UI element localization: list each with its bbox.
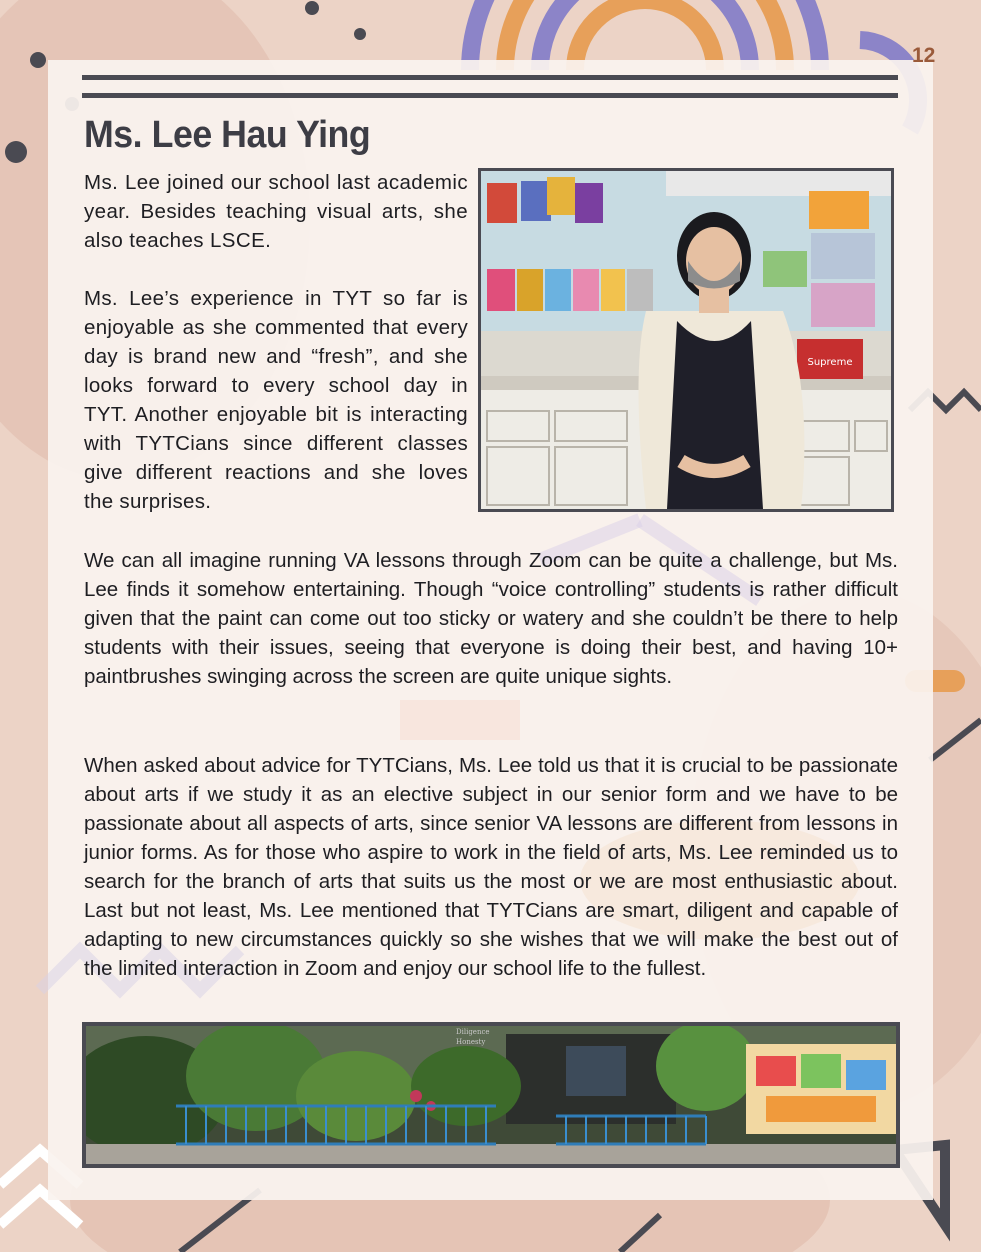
- header-rule-bottom: [82, 93, 898, 98]
- portrait-illustration: [481, 171, 891, 509]
- header-rule-top: [82, 75, 898, 80]
- school-gate-illustration: [86, 1026, 896, 1164]
- portrait-photo: [478, 168, 894, 512]
- page-number: 12: [912, 44, 936, 67]
- paragraph-advice: When asked about advice for TYTCians, Ms. Lee told us that it is crucial to be passionate about arts if we study it as an elective subject in our senior form and we have to be passionate about all aspects of arts, since senior VA lessons are different from lessons in junior forms. As for those who aspire to work in the field of arts, Ms. Lee reminded us to search for the branch of arts that suits us the most or we are most enthusiastic about. Last but not least, Ms. Lee mentioned that TYTCians are smart, diligent and capable of adapting to new circumstances quickly so she wishes that we will make the best out of the limited interaction in Zoom and enjoy our school life to the fullest.: [84, 754, 898, 980]
- sign-text: Supreme: [807, 357, 853, 368]
- motto-line-1: Diligence: [456, 1028, 490, 1036]
- paragraph-intro: Ms. Lee joined our school last academic year. Besides teaching visual arts, she also teaches LSCE.: [84, 171, 468, 252]
- paragraph-zoom: We can all imagine running VA lessons through Zoom can be quite a challenge, but Ms. Lee finds it somehow entertaining. Though “voice controlling” students is rather difficult given that the paint can come out too sticky or watery and she couldn’t be there to help students with their issues, seeing that everyone is doing their best, and having 10+ paintbrushes swinging across the screen are quite unique sights.: [84, 549, 898, 688]
- school-gate-photo: [82, 1022, 900, 1168]
- page-title: Ms. Lee Hau Ying: [84, 114, 371, 156]
- paragraph-experience: Ms. Lee’s experience in TYT so far is enjoyable as she commented that every day is brand new and “fresh”, and she looks forward to every school day in TYT. Another enjoyable bit is interacting with TYTCians since different classes give different reactions and she loves the surprises.: [84, 287, 468, 513]
- motto-line-2: Honesty: [456, 1038, 486, 1046]
